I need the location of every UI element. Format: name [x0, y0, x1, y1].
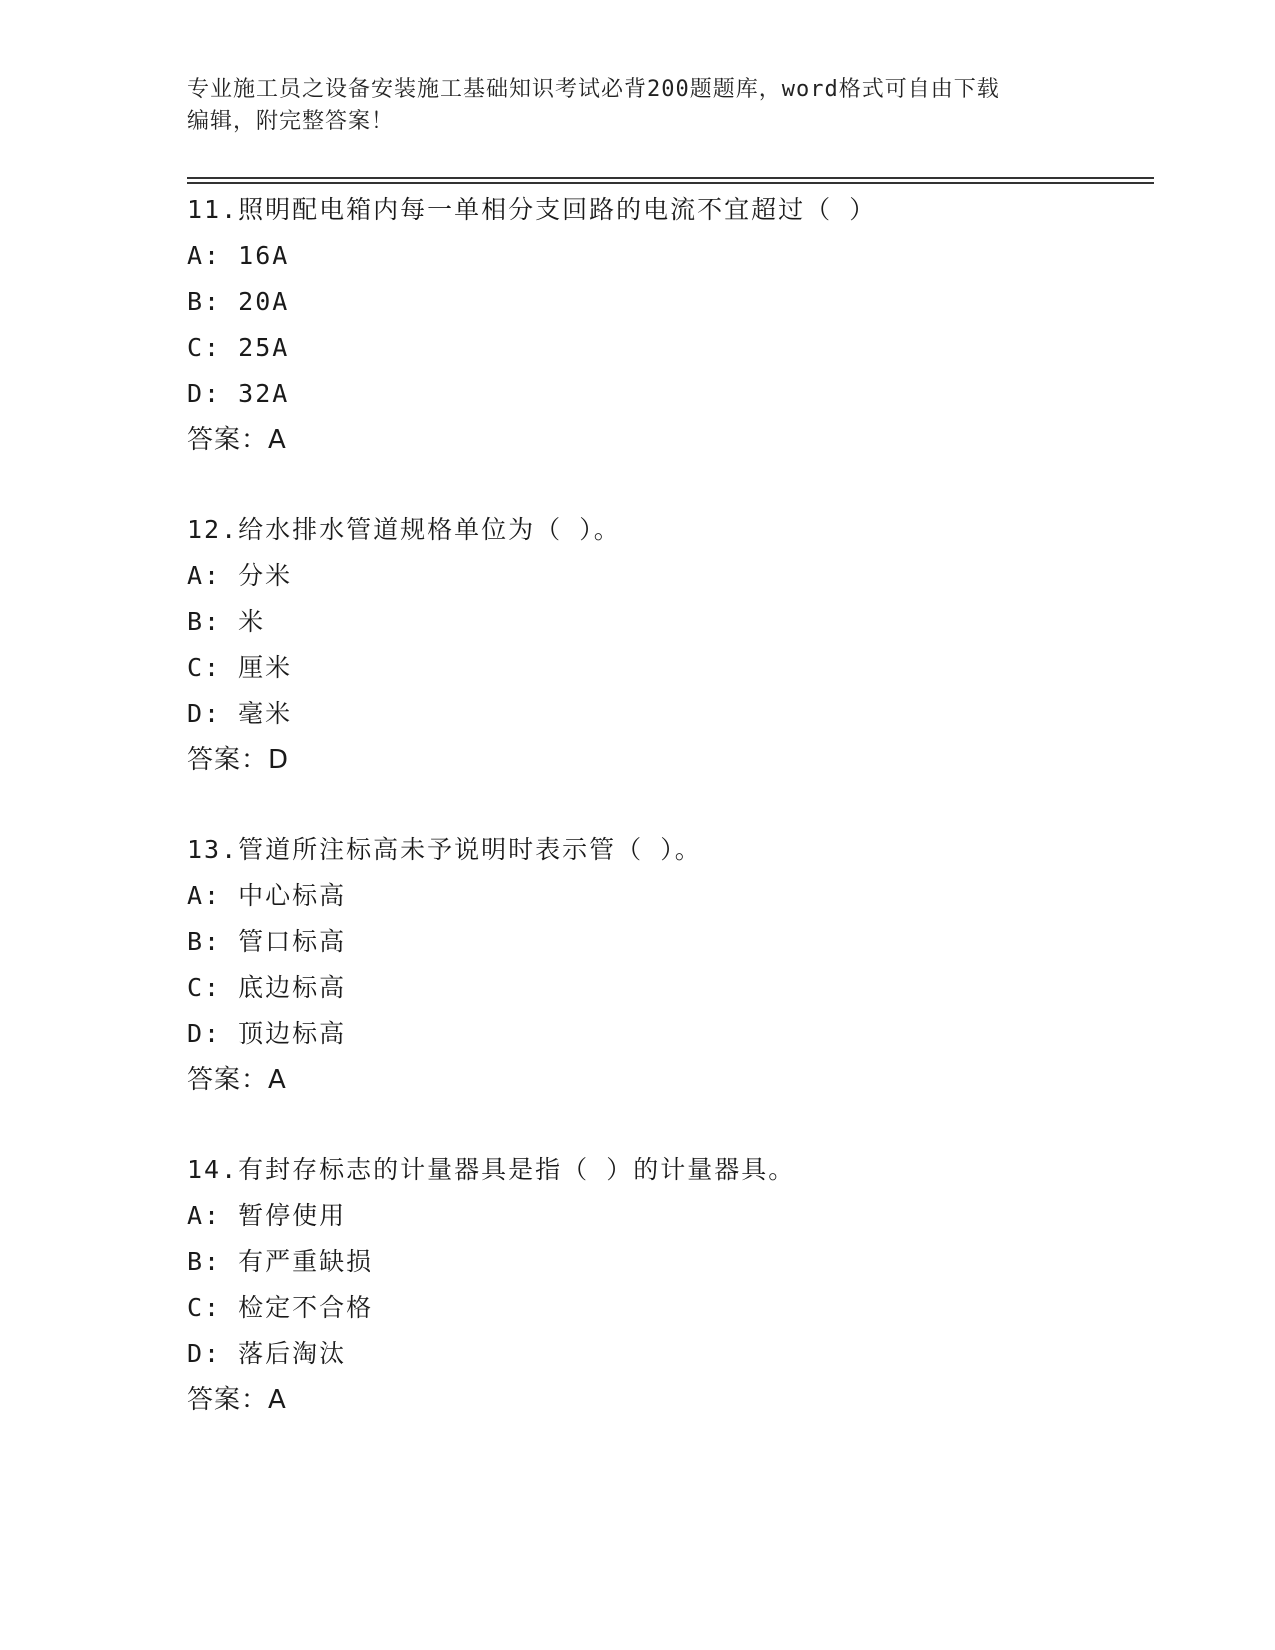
question-stem: 11.照明配电箱内每一单相分支回路的电流不宜超过（ ）: [187, 195, 877, 224]
document-header: [187, 74, 1067, 138]
question-block: [187, 827, 1147, 1103]
option-a: A: 中心标高: [187, 881, 347, 910]
header-divider-top: [187, 177, 1154, 179]
option-b: B: 有严重缺损: [187, 1247, 374, 1276]
option-b: B: 管口标高: [187, 927, 347, 956]
option-c: C: 25A: [187, 333, 290, 362]
option-a: A: 暂停使用: [187, 1201, 347, 1230]
answer-line: 答案：A: [187, 425, 287, 455]
option-c: C: 厘米: [187, 653, 293, 682]
header-divider-bottom: [187, 182, 1154, 184]
option-a: A: 16A: [187, 241, 290, 270]
header-line-2: 编辑，附完整答案！: [187, 109, 395, 134]
option-d: D: 32A: [187, 379, 290, 408]
option-b: B: 20A: [187, 287, 290, 316]
option-a: A: 分米: [187, 561, 293, 590]
question-stem: 13.管道所注标高未予说明时表示管（ ）。: [187, 835, 702, 864]
option-d: D: 毫米: [187, 699, 293, 728]
option-c: C: 检定不合格: [187, 1293, 374, 1322]
question-block: [187, 507, 1147, 783]
question-stem: 12.给水排水管道规格单位为（ ）。: [187, 515, 621, 544]
answer-line: 答案：A: [187, 1065, 287, 1095]
option-d: D: 顶边标高: [187, 1019, 347, 1048]
answer-line: 答案：A: [187, 1385, 287, 1415]
question-block: [187, 187, 1147, 463]
answer-line: 答案：D: [187, 745, 290, 775]
question-block: [187, 1147, 1147, 1423]
question-stem: 14.有封存标志的计量器具是指（ ）的计量器具。: [187, 1155, 796, 1184]
option-b: B: 米: [187, 607, 266, 636]
header-line-1: 专业施工员之设备安装施工基础知识考试必背200题题库，word格式可自由下载: [187, 77, 1000, 102]
option-c: C: 底边标高: [187, 973, 347, 1002]
option-d: D: 落后淘汰: [187, 1339, 347, 1368]
